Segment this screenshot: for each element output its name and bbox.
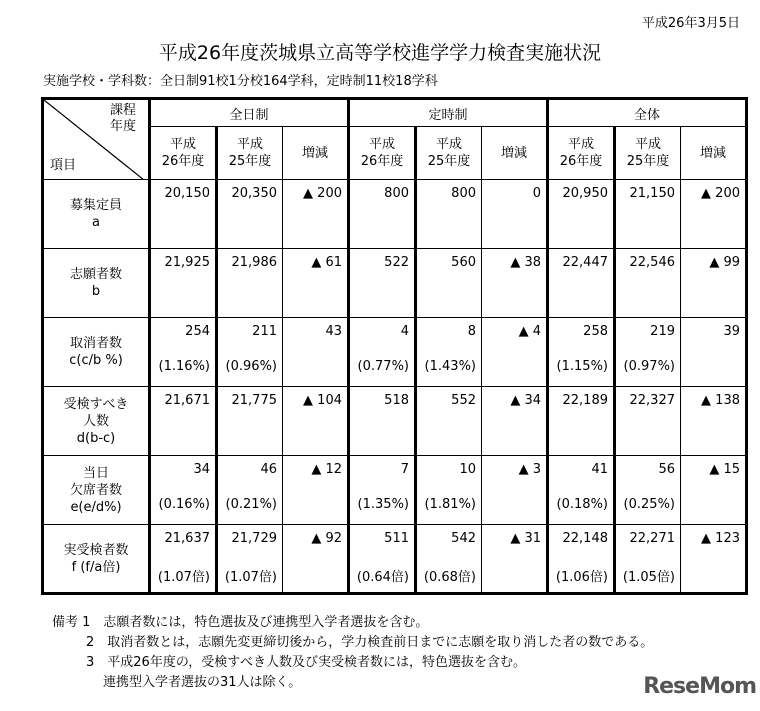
table-row — [43, 525, 747, 594]
value-cell: 34 (0.16%) — [150, 456, 217, 525]
sub-header: 増減 — [681, 127, 747, 180]
value-cell: ▲ 38 — [482, 249, 548, 318]
value-cell: ▲ 3 — [482, 456, 548, 525]
value-cell: 211 (0.96%) — [217, 318, 283, 387]
resemom-logo: ReseMom — [643, 674, 756, 699]
value-cell: 46 (0.21%) — [217, 456, 283, 525]
value-cell: ▲ 138 — [681, 387, 747, 456]
note-3: 3 平成26年度の，受検すべき人数及び実受検者数には，特色選抜を含む。 — [86, 655, 527, 670]
value-cell: 258 (1.15%) — [548, 318, 615, 387]
value-cell: 20,150 — [150, 180, 217, 249]
value-cell: ▲ 99 — [681, 249, 747, 318]
value-cell: 56 (0.25%) — [615, 456, 681, 525]
value-cell: 219 (0.97%) — [615, 318, 681, 387]
value-cell: ▲ 34 — [482, 387, 548, 456]
corner-year: 年度 — [109, 119, 136, 134]
value-cell: 22,447 — [548, 249, 615, 318]
notes — [52, 613, 653, 693]
value-cell: 41 (0.18%) — [548, 456, 615, 525]
note-1: 備考 1 志願者数には，特色選抜及び連携型入学者選抜を含む。 — [52, 615, 429, 630]
value-cell: 39 — [681, 318, 747, 387]
sub-header: 増減 — [283, 127, 349, 180]
corner-item: 項目 — [50, 158, 77, 173]
value-cell: ▲ 92 — [283, 525, 349, 594]
value-cell: 22,546 — [615, 249, 681, 318]
table-row — [43, 249, 747, 318]
row-label: 当日 欠席者数 e(e/d%) — [43, 456, 150, 525]
value-cell: ▲ 123 — [681, 525, 747, 594]
note-3-cont: 連携型入学者選抜の31人は除く。 — [103, 675, 302, 690]
sub-header: 平成 25年度 — [615, 127, 681, 180]
subtitle: 実施学校・学科数：全日制91校1分校164学科，定時制11校18学科 — [43, 74, 438, 89]
value-cell: 542 (0.68倍) — [416, 525, 482, 594]
sub-header: 平成 26年度 — [349, 127, 416, 180]
value-cell: 21,637 (1.07倍) — [150, 525, 217, 594]
value-cell: 4 (0.77%) — [349, 318, 416, 387]
row-label: 志願者数 b — [43, 249, 150, 318]
value-cell: 22,327 — [615, 387, 681, 456]
value-cell: ▲ 200 — [681, 180, 747, 249]
value-cell: 20,950 — [548, 180, 615, 249]
value-cell: 552 — [416, 387, 482, 456]
table-row — [43, 318, 747, 387]
value-cell: ▲ 12 — [283, 456, 349, 525]
value-cell: 522 — [349, 249, 416, 318]
sub-header: 平成 25年度 — [217, 127, 283, 180]
sub-header: 平成 25年度 — [416, 127, 482, 180]
value-cell: 22,148 (1.06倍) — [548, 525, 615, 594]
page-title: 平成26年度茨城県立高等学校進学学力検査実施状況 — [158, 42, 602, 64]
value-cell: 20,350 — [217, 180, 283, 249]
row-label: 実受検者数 f (f/a倍) — [43, 525, 150, 594]
group-header: 全日制 — [150, 99, 349, 127]
row-label: 受検すべき 人数 d(b-c) — [43, 387, 150, 456]
row-label: 募集定員 a — [43, 180, 150, 249]
value-cell: ▲ 4 — [482, 318, 548, 387]
value-cell: ▲ 31 — [482, 525, 548, 594]
value-cell: 21,775 — [217, 387, 283, 456]
value-cell: ▲ 200 — [283, 180, 349, 249]
value-cell: ▲ 61 — [283, 249, 349, 318]
group-header: 定時制 — [349, 99, 548, 127]
value-cell: 8 (1.43%) — [416, 318, 482, 387]
value-cell: ▲ 104 — [283, 387, 349, 456]
group-header: 全体 — [548, 99, 747, 127]
value-cell: 21,150 — [615, 180, 681, 249]
value-cell: 254 (1.16%) — [150, 318, 217, 387]
document-date: 平成26年3月5日 — [641, 16, 740, 31]
value-cell: 21,729 (1.07倍) — [217, 525, 283, 594]
value-cell: 43 — [283, 318, 349, 387]
table-row — [43, 387, 747, 456]
value-cell: 21,671 — [150, 387, 217, 456]
value-cell: 0 — [482, 180, 548, 249]
value-cell: 511 (0.64倍) — [349, 525, 416, 594]
corner-course: 課程 — [109, 103, 136, 118]
sub-header: 平成 26年度 — [150, 127, 217, 180]
note-2: 2 取消者数とは，志願先変更締切後から，学力検査前日までに志願を取り消した者の数である。 — [86, 635, 654, 650]
corner-cell — [43, 99, 150, 180]
value-cell: 22,189 — [548, 387, 615, 456]
value-cell: ▲ 15 — [681, 456, 747, 525]
value-cell: 7 (1.35%) — [349, 456, 416, 525]
value-cell: 518 — [349, 387, 416, 456]
value-cell: 21,925 — [150, 249, 217, 318]
value-cell: 800 — [416, 180, 482, 249]
row-label: 取消者数 c(c/b %) — [43, 318, 150, 387]
sub-header: 平成 26年度 — [548, 127, 615, 180]
table-row — [43, 456, 747, 525]
value-cell: 800 — [349, 180, 416, 249]
exam-status-table — [41, 97, 748, 595]
sub-header: 増減 — [482, 127, 548, 180]
table-row — [43, 180, 747, 249]
value-cell: 10 (1.81%) — [416, 456, 482, 525]
value-cell: 22,271 (1.05倍) — [615, 525, 681, 594]
value-cell: 560 — [416, 249, 482, 318]
value-cell: 21,986 — [217, 249, 283, 318]
